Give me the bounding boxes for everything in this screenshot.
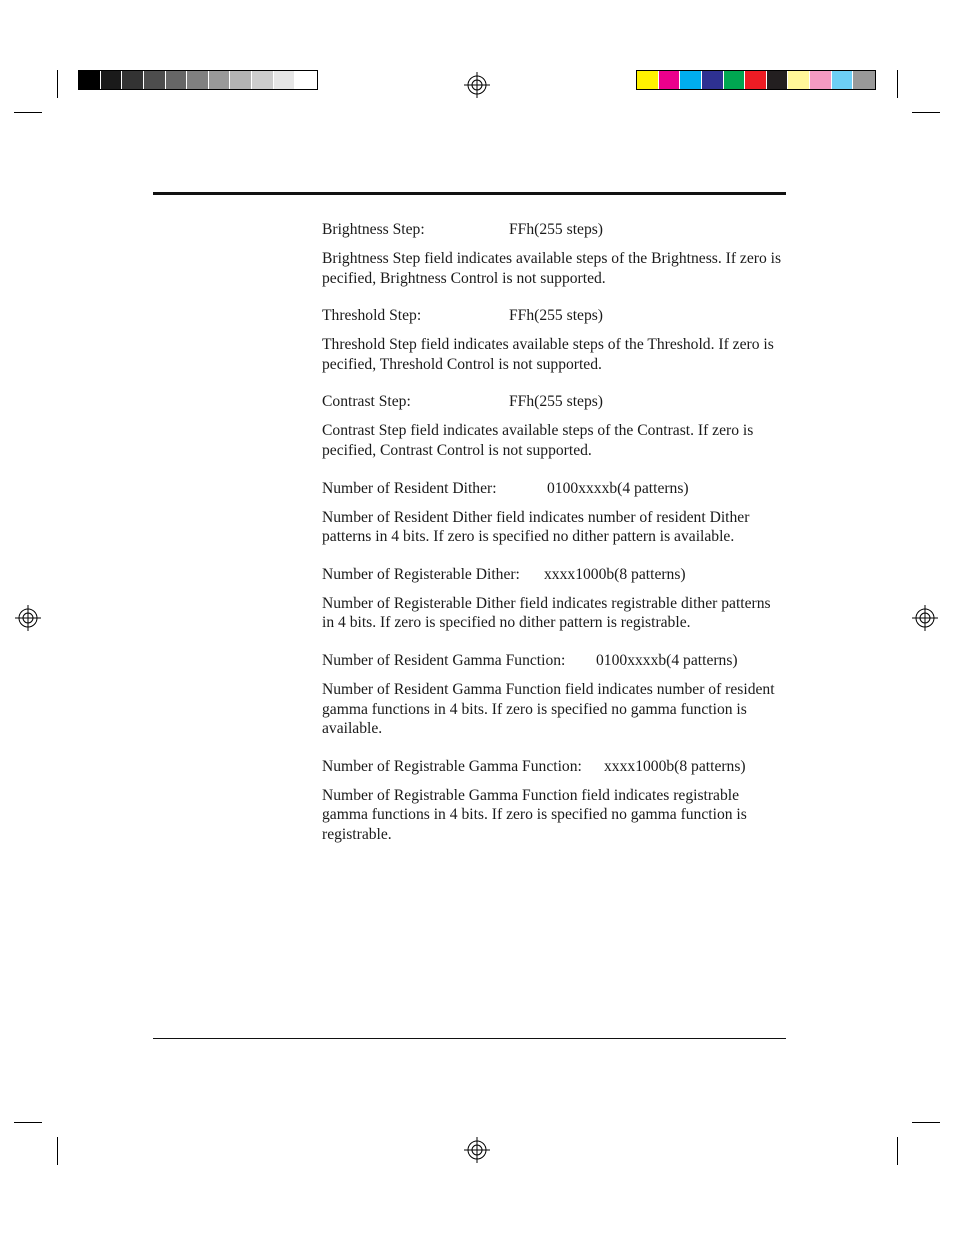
field-line xyxy=(322,651,784,671)
crop-mark xyxy=(912,1122,940,1123)
field-description: Number of Resident Dither field indicates number of resident Dither patterns in 4 bits. If zero is specified no dither pattern is available. xyxy=(322,508,750,546)
color-swatch xyxy=(144,71,166,89)
entry-registrable-gamma xyxy=(322,757,784,845)
color-swatch xyxy=(122,71,144,89)
color-swatch xyxy=(659,71,681,89)
crop-mark xyxy=(14,112,42,113)
registration-target-icon xyxy=(464,72,490,98)
color-swatch xyxy=(101,71,123,89)
color-swatch xyxy=(724,71,746,89)
color-swatch xyxy=(702,71,724,89)
registration-target-icon xyxy=(912,605,938,631)
field-value: FFh(255 steps) xyxy=(509,221,604,238)
color-bar xyxy=(636,70,876,90)
field-description: Number of Registerable Dither field indicates registrable dither patterns in 4 bits. If zero is specified no dither pattern is registrable. xyxy=(322,594,771,632)
color-swatch xyxy=(788,71,810,89)
field-label: Brightness Step: xyxy=(322,221,425,238)
field-description: Contrast Step field indicates available steps of the Contrast. If zero is pecified, Contrast Control is not supported. xyxy=(322,422,754,459)
field-label: Number of Resident Dither: xyxy=(322,479,497,497)
field-label: Threshold Step: xyxy=(322,307,422,325)
entry-resident-gamma xyxy=(322,651,784,739)
field-label: Number of Registerable Dither: xyxy=(322,565,520,583)
entry-threshold-step xyxy=(322,306,784,374)
field-line xyxy=(322,757,784,777)
crop-mark xyxy=(912,112,940,113)
field-line xyxy=(322,392,784,412)
header-rule xyxy=(153,192,786,195)
field-description: Number of Registrable Gamma Function field indicates registrable gamma functions in 4 bits. If zero is specified no gamma function is registrable. xyxy=(322,786,747,843)
entry-contrast-step xyxy=(322,392,784,460)
crop-mark xyxy=(14,1122,42,1123)
color-swatch xyxy=(295,71,317,89)
color-swatch xyxy=(230,71,252,89)
field-value: 0100xxxxb(4 patterns) xyxy=(547,479,689,497)
color-swatch xyxy=(832,71,854,89)
field-value: xxxx1000b(8 patterns) xyxy=(544,565,686,583)
color-swatch xyxy=(252,71,274,89)
field-description: Brightness Step field indicates available steps of the Brightness. If zero is pecified, Brightness Control is not supported. xyxy=(322,250,782,287)
color-swatch xyxy=(166,71,188,89)
color-swatch xyxy=(680,71,702,89)
field-label: Number of Resident Gamma Function: xyxy=(322,651,566,669)
color-swatch xyxy=(637,71,659,89)
color-swatch xyxy=(79,71,101,89)
field-value: xxxx1000b(8 patterns) xyxy=(604,757,746,775)
field-description: Number of Resident Gamma Function field indicates number of resident gamma functions in 4 bits. If zero is specified no gamma function is available. xyxy=(322,680,775,738)
registration-target-icon xyxy=(464,1137,490,1163)
field-description: Threshold Step field indicates available steps of the Threshold. If zero is pecified, Threshold Control is not supported. xyxy=(322,336,774,373)
field-definitions xyxy=(322,220,784,863)
grayscale-bar xyxy=(78,70,318,90)
entry-brightness-step xyxy=(322,220,784,288)
crop-mark xyxy=(897,1137,898,1165)
color-swatch xyxy=(187,71,209,89)
crop-mark xyxy=(57,1137,58,1165)
entry-registerable-dither xyxy=(322,565,784,633)
entry-resident-dither xyxy=(322,479,784,547)
field-value: FFh(255 steps) xyxy=(509,393,604,411)
color-swatch xyxy=(274,71,296,89)
field-label: Number of Registrable Gamma Function: xyxy=(322,757,582,775)
crop-mark xyxy=(897,70,898,98)
registration-target-icon xyxy=(15,605,41,631)
field-line xyxy=(322,479,784,499)
footer-rule xyxy=(153,1038,786,1039)
color-swatch xyxy=(745,71,767,89)
field-label: Contrast Step: xyxy=(322,393,411,411)
color-swatch xyxy=(853,71,875,89)
field-line xyxy=(322,565,784,585)
color-swatch xyxy=(209,71,231,89)
field-value: 0100xxxxb(4 patterns) xyxy=(596,651,738,669)
field-line xyxy=(322,306,784,326)
color-swatch xyxy=(767,71,789,89)
crop-mark xyxy=(57,70,58,98)
field-value: FFh(255 steps) xyxy=(509,307,604,325)
field-line xyxy=(322,220,784,240)
color-swatch xyxy=(810,71,832,89)
